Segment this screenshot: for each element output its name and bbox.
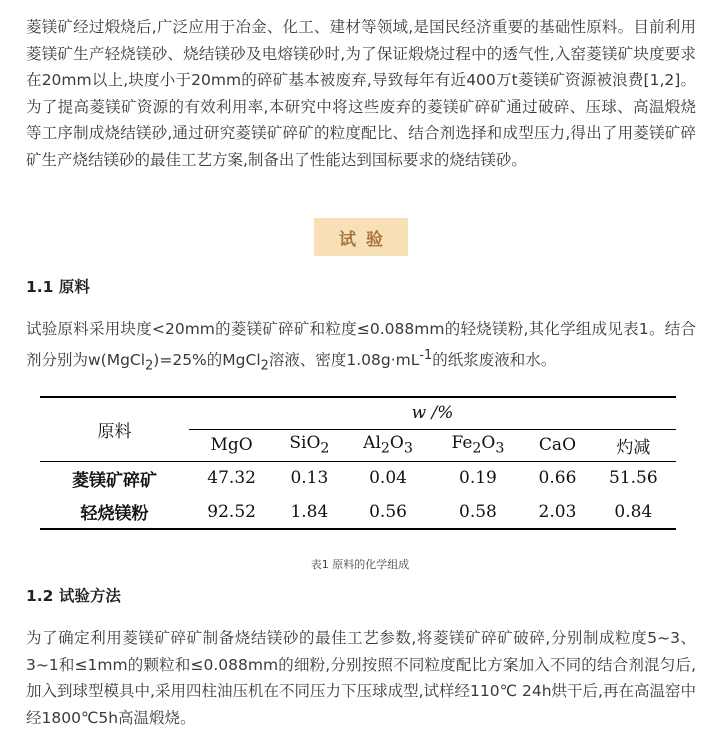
value-cell: 0.56 <box>344 495 431 529</box>
table-row <box>40 461 676 495</box>
table-caption: 表1 原料的化学组成 <box>310 558 410 571</box>
value-cell: 0.19 <box>459 468 497 489</box>
value-cell: 92.52 <box>189 495 274 529</box>
material-name-cell: 轻烧镁粉 <box>40 495 189 529</box>
unit-superscript: -1 <box>419 347 433 363</box>
component-header-cell: SiO$_2$ <box>274 429 344 461</box>
value-cell: 1.84 <box>274 495 344 529</box>
component-header-cell: $Fe_2O_3$ <box>432 429 525 461</box>
value-cell: 0.66 <box>538 468 577 489</box>
value-cell: 2.03 <box>524 495 590 529</box>
table-row <box>40 495 676 529</box>
value-cell: 47.32 <box>207 468 256 489</box>
section-1-2-heading: 1.2 试验方法 <box>26 587 121 605</box>
component-header-cell: 灼减 <box>591 429 676 461</box>
component-header-cell: $Al_2O_3$ <box>344 429 431 461</box>
materials-text-a: 试验原料采用块度<20mm的菱镁矿碎矿和粒度≤0.088mm的轻烧镁粉,其化学组成见表1。结合剂分别为w(MgCl <box>26 320 696 369</box>
value-cell: 0.58 <box>432 495 525 529</box>
chemical-composition-table <box>40 396 676 530</box>
value-cell: 0.13 <box>290 468 329 489</box>
materials-text-d: 的纸浆废液和水。 <box>432 350 557 369</box>
section-label-badge: 试验 <box>314 218 408 256</box>
material-name-cell: 菱镁矿碎矿 <box>71 470 157 491</box>
intro-paragraph: 菱镁矿经过煅烧后,广泛应用于冶金、化工、建材等领域,是国民经济重要的基础性原料。目前利用菱镁矿生产轻烧镁砂、烧结镁砂及电熔镁砂时,为了保证煅烧过程中的透气性,入窑菱镁矿块度要求在20mm以上,块度小于20mm的碎矿基本被废弃,导致每年有近400万t菱镁矿资源被浪费[1,2]。为了提高菱镁矿资源的有效利用率,本研究中将这些废弃的菱镁矿碎矿通过破碎、压球、高温煅烧等工序制成烧结镁砂,通过研究菱镁矿碎矿的粒度配比、结合剂选择和成型压力,得出了用菱镁矿碎矿生产烧结镁砂的最佳工艺方案,制备出了性能达到国标要求的烧结镁砂。 <box>26 18 696 169</box>
value-cell: 51.56 <box>608 468 658 489</box>
section-1-1-heading: 1.1 原料 <box>26 278 90 296</box>
method-paragraph: 为了确定利用菱镁矿碎矿制备烧结镁砂的最佳工艺参数,将菱镁矿碎矿破碎,分别制成粒度5~3、3~1和≤1mm的颗粒和≤0.088mm的细粉,分别按照不同粒度配比方案加入不同的结合剂混匀后,加入到球型模具中,采用四柱油压机在不同压力下压球成型,试样经110℃ 24h烘干后,再在高温窑中经1800℃5h高温煅烧。 <box>26 629 696 727</box>
value-cell: 0.84 <box>591 495 676 529</box>
table-body <box>40 461 676 529</box>
materials-paragraph <box>26 316 696 379</box>
component-header-cell: MgO <box>189 429 274 461</box>
component-header-cell: CaO <box>524 429 590 461</box>
formula-subscript: 2 <box>145 357 154 373</box>
materials-text-c: 溶液、密度1.08g·mL <box>268 350 420 369</box>
value-cell: 0.04 <box>369 468 407 489</box>
mass-fraction-header: w /% <box>189 397 676 429</box>
formula-subscript: 2 <box>260 357 269 373</box>
materials-text-b: )=25%的MgCl <box>153 350 261 369</box>
material-column-header: 原料 <box>40 397 189 461</box>
